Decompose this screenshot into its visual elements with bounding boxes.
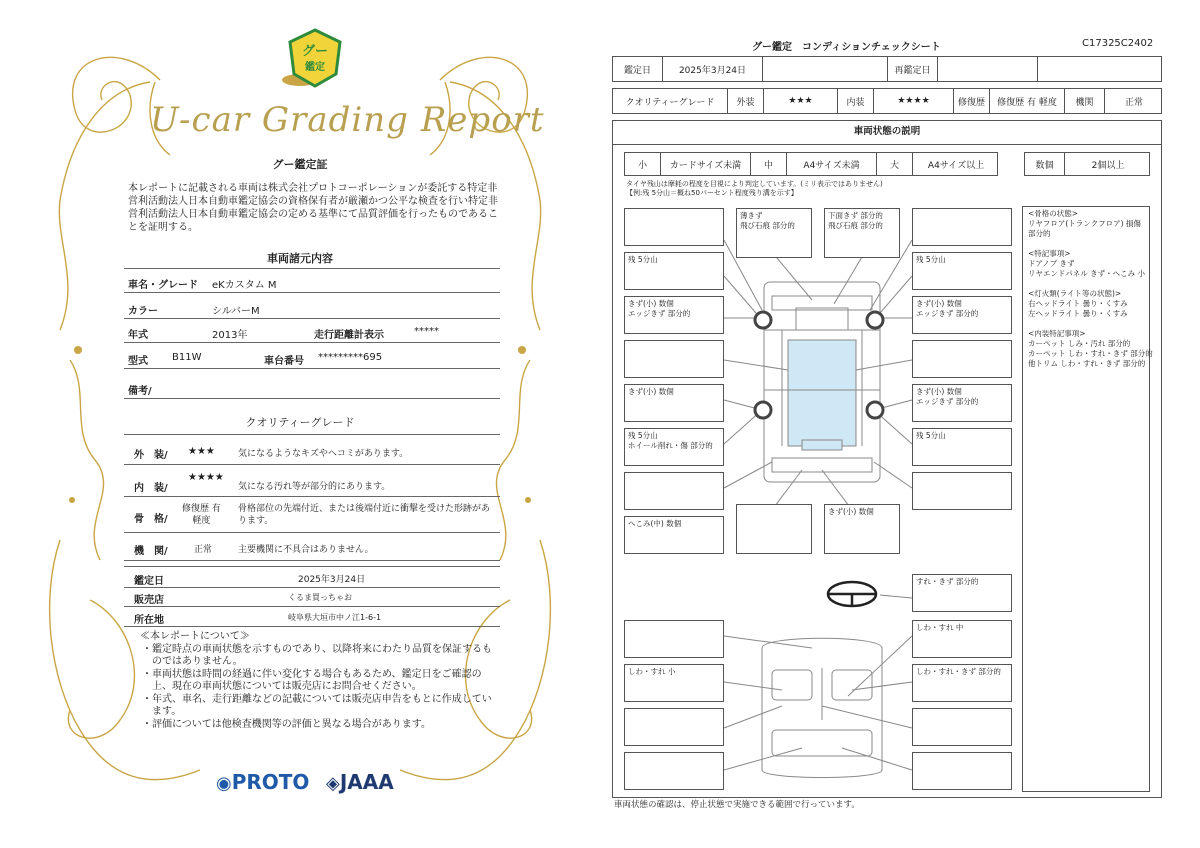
damage-box-door-front-right: [912, 340, 1012, 378]
proto-mark-icon: ◉: [216, 773, 232, 794]
damage-box-tire-rear-left: 残 5分山 ホイール削れ・傷 部分的: [624, 428, 724, 466]
note-item: ・車両状態は時間の経過に伴い変化する場合もあるため、鑑定日をご確認の上、現在の車両状態については販売店にお問合せください。: [142, 668, 482, 692]
damage-box-rear-center-left: [736, 504, 812, 554]
report-script-title: U-car Grading Report: [150, 100, 545, 140]
tire-example: 【例:残 5分山＝概ね50パーセント程度残り溝を示す】: [626, 189, 798, 197]
row-frame: [124, 500, 500, 533]
year-label: 年式: [128, 330, 148, 341]
damage-box-fender-left: きず(小) 数個 エッジきず 部分的: [624, 296, 724, 334]
row-model: [124, 346, 500, 369]
note-item: ・評価については他検査機関等の評価と異なる場合があります。: [142, 718, 431, 730]
notes-title: ≪本レポートについて≫: [140, 631, 250, 642]
row-name: [124, 270, 500, 293]
int-stars: ★★★★: [874, 89, 954, 113]
size-large-desc: A4サイズ以上: [927, 160, 985, 171]
ext-stars: ★★★: [764, 89, 838, 113]
sheet-title: グー鑑定 コンディションチェックシート: [752, 42, 941, 53]
report-notes: [140, 631, 500, 731]
date-value: 2025年3月24日: [298, 575, 366, 585]
divider: [124, 434, 500, 435]
size-legend: [624, 152, 998, 176]
steering-wheel-icon: [828, 582, 876, 606]
engine-label: 機 関/: [134, 546, 168, 557]
damage-box-tire-rear-right: 残 5分山: [912, 428, 1012, 466]
model-value: B11W: [172, 352, 202, 363]
interior-box-floor-right: [912, 708, 1012, 746]
date-label: 鑑定日: [613, 57, 663, 81]
goo-appraisal-badge: [288, 28, 342, 88]
redate-empty: [1038, 57, 1163, 81]
interior-stars: ★★★★: [188, 472, 224, 483]
size-small: 小: [625, 153, 661, 175]
count-label: 数個: [1025, 153, 1065, 175]
sheet-footer-note: 車両状態の確認は、停止状態で実施できる範囲で行っています。: [614, 800, 860, 810]
row-engine: [124, 536, 500, 561]
spec-heading: 車両諸元内容: [267, 252, 333, 265]
proto-logo: [216, 770, 309, 794]
engine-value: 正常: [194, 545, 213, 555]
hist-label: 修復歴: [954, 89, 990, 113]
exterior-stars: ★★★: [188, 446, 215, 457]
interior-box-seat-left: しわ・すれ 小: [624, 664, 724, 702]
certificate-intro: 本レポートに記載される車両は株式会社プロトコーポレーションが委託する特定非営利活動法人日本自動車鑑定協会の資格保有者が厳瀬かつ公平な検査を行い特定非営利活動法人日本自動車鑑定協会の定める基準にて品質評価を行ったものであることを証明する。: [128, 183, 498, 233]
damage-box-tire-front-left: 残 5分山: [624, 252, 724, 290]
interior-box-steering: すれ・きず 部分的: [912, 574, 1012, 612]
date-row: [612, 56, 1162, 82]
badge-text-goo: グー: [301, 44, 328, 59]
count-desc: 2個以上: [1091, 160, 1125, 171]
jaaa-mark-icon: ◈: [326, 773, 340, 794]
address-label: 所在地: [134, 615, 164, 626]
damage-box-quarter-right: [912, 472, 1012, 510]
count-legend: [1024, 152, 1150, 176]
qg-label: クオリティーグレード: [613, 89, 728, 113]
proto-logo-text: PROTO: [231, 770, 310, 794]
date-empty: [763, 57, 888, 81]
mileage-value: *****: [414, 326, 439, 337]
damage-box-door-rear-right: きず(小) 数個 エッジきず 部分的: [912, 384, 1012, 422]
damage-box-front-center-right: 下面きず 部分的 飛び石痕 部分的: [824, 208, 900, 258]
dealer-label: 販売店: [134, 595, 164, 606]
interior-box-floor-left: [624, 708, 724, 746]
frame-value: 修復歴 有 軽度: [182, 504, 221, 526]
engine-label: 機関: [1065, 89, 1105, 113]
damage-box-door-front-left: [624, 340, 724, 378]
tire-note: タイヤ残山は摩耗の程度を目視により判定しています。(ミリ表示ではありません): [626, 180, 883, 188]
date-label: 鑑定日: [134, 576, 164, 587]
remarks-label: 備考/: [128, 386, 152, 397]
quality-heading: クオリティーグレード: [245, 416, 355, 429]
damage-box-front-left: [624, 208, 724, 246]
interior-desc: 気になる汚れ等が部分的にあります。: [238, 482, 391, 492]
hist-value: 修復歴 有 軽度: [990, 89, 1065, 113]
row-remarks: [124, 376, 500, 399]
redate-value: [938, 57, 1038, 81]
divider: [124, 268, 500, 269]
damage-box-tire-front-right: 残 5分山: [912, 252, 1012, 290]
date-value: 2025年3月24日: [663, 57, 763, 81]
name-value: eKカスタム M: [212, 280, 277, 291]
side-notes: <骨格の状態> リヤフロア(トランクフロア) 損傷 部分的 <特記事項> ドアノブ きず リヤエンドパネル きず・へこみ 小 <灯火類(ライト等の状態)> 右ヘッドライト 曇り・くすみ 左ヘッドライト 曇り・くすみ <内装特記事項> カーペット しみ・汚れ 部分的 カーペット しわ・すれ・きず 部分的 他トリム しわ・すれ・きず 部分的: [1028, 209, 1153, 368]
note-item: ・年式、車名、走行距離などの記載については販売店申告をもとに作成しています。: [142, 693, 492, 717]
row-interior: [124, 470, 500, 497]
frame-label: 骨 格/: [134, 514, 168, 525]
damage-box-fender-right: きず(小) 数個 エッジきず 部分的: [912, 296, 1012, 334]
dealer-value: くるま買っちゃお: [288, 593, 352, 602]
engine-desc: 主要機関に不具合はありません。: [238, 545, 374, 555]
redate-label: 再鑑定日: [888, 57, 938, 81]
sheet-id: C17325C2402: [1082, 38, 1154, 49]
row-address: [124, 608, 500, 627]
chassis-label: 車台番号: [264, 356, 304, 367]
interior-label: 内 装/: [134, 483, 168, 494]
damage-box-quarter-left: [624, 472, 724, 510]
exterior-label: 外 装/: [134, 450, 168, 461]
chassis-value: *********695: [318, 352, 383, 363]
size-small-desc: カードサイズ未満: [661, 153, 751, 175]
interior-box-seat-right: しわ・すれ・きず 部分的: [912, 664, 1012, 702]
damage-box-rear-left: へこみ(中) 数個: [624, 516, 724, 554]
size-mid: 中: [751, 153, 787, 175]
engine-value: 正常: [1124, 97, 1143, 108]
row-dealer: [124, 588, 500, 607]
state-heading: 車両状態の説明: [612, 120, 1162, 145]
jaaa-logo-text: JAAA: [339, 770, 394, 794]
row-color: [124, 296, 500, 319]
address-value: 岐阜県大垣市中ノ江1-6-1: [288, 613, 382, 622]
row-date: [124, 566, 500, 588]
color-label: カラー: [128, 306, 158, 317]
name-label: 車名・グレード: [128, 280, 198, 291]
ext-label: 外装: [728, 89, 764, 113]
year-value: 2013年: [212, 330, 248, 341]
quality-row: [612, 88, 1162, 114]
mileage-label: 走行距離計表示: [314, 330, 384, 341]
color-value: シルバーM: [212, 306, 260, 317]
interior-box-dash-right: しわ・すれ 中: [912, 620, 1012, 658]
jaaa-logo: [326, 770, 394, 794]
interior-box-rear-left: [624, 752, 724, 790]
interior-box-rear-right: [912, 752, 1012, 790]
size-mid-desc: A4サイズ未満: [787, 153, 877, 175]
certificate-title: グー鑑定証: [272, 158, 328, 171]
row-exterior: [124, 440, 500, 465]
frame-desc: 骨格部位の先端付近、または後端付近に衝撃を受けた形跡があります。: [238, 504, 491, 526]
exterior-desc: 気になるようなキズやヘコミがあります。: [238, 449, 409, 459]
note-item: ・鑑定時点の車両状態を示すものであり、以降将来にわたり品質を保証するものではありません。: [142, 643, 492, 667]
size-large: 大: [877, 153, 913, 175]
int-label: 内装: [838, 89, 874, 113]
damage-box-door-rear-left: きず(小) 数個: [624, 384, 724, 422]
interior-box-dash-left: [624, 620, 724, 658]
damage-box-front-right: [912, 208, 1012, 246]
badge-text-kantei: 鑑定: [305, 62, 325, 73]
damage-box-rear-center-right: きず(小) 数個: [824, 504, 900, 554]
model-label: 型式: [128, 356, 148, 367]
row-year: [124, 320, 500, 343]
damage-box-front-center-left: 薄きず 飛び石痕 部分的: [736, 208, 812, 258]
